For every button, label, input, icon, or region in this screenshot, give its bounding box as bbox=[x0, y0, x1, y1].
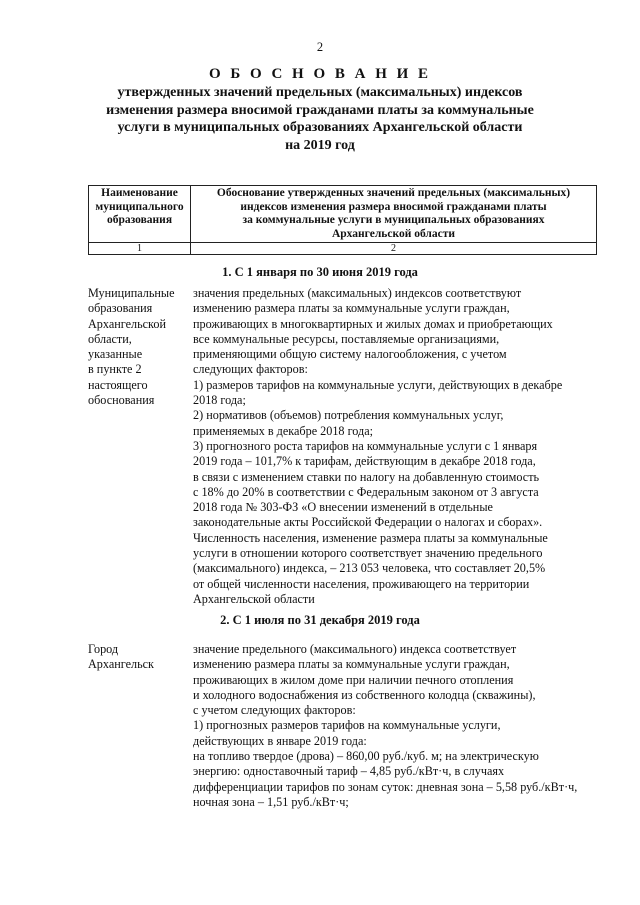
subtitle-line: услуги в муниципальных образованиях Архангельской области bbox=[117, 120, 523, 135]
text-line: применяемых в декабре 2018 года; bbox=[193, 423, 374, 438]
text-line: 2018 года № 303-ФЗ «О внесении изменений в отдельные bbox=[193, 500, 493, 515]
text-line: 2019 года – 101,7% к тарифам, действующим в декабре 2018 года, bbox=[193, 454, 536, 469]
text-line: действующих в январе 2019 года: bbox=[193, 733, 367, 748]
text-line: 1) размеров тарифов на коммунальные услуги, действующих в декабре bbox=[193, 377, 563, 392]
header-col-justification bbox=[191, 186, 597, 243]
column-number-2: 2 bbox=[191, 243, 597, 255]
municipality-line: Город bbox=[88, 642, 119, 656]
header-col1-line: Наименование bbox=[101, 187, 178, 199]
text-line: ночная зона – 1,51 руб./кВт·ч; bbox=[193, 794, 349, 809]
subtitle-line: изменения размера вносимой гражданами платы за коммунальные bbox=[106, 102, 534, 118]
municipality-line: Архангельск bbox=[88, 657, 154, 672]
text-line: законодательные акты Российской Федерации о налогах и сборах». bbox=[193, 515, 543, 530]
column-number-row bbox=[89, 243, 597, 255]
text-line: проживающих в жилом доме при наличии печного отопления bbox=[193, 672, 514, 687]
text-line: Численность населения, изменение размера платы за коммунальные bbox=[193, 530, 548, 545]
text-line: и холодного водоснабжения из собственного колодца (скважины), bbox=[193, 687, 536, 702]
section1-heading: 1. С 1 января по 30 июня 2019 года bbox=[222, 265, 418, 279]
header-col1-line: муниципального bbox=[95, 200, 184, 213]
text-line: услуги в отношении которого соответствует значению предельного bbox=[193, 546, 543, 561]
header-col2-line: за коммунальные услуги в муниципальных образованиях bbox=[242, 214, 545, 226]
municipality-line: Муниципальные bbox=[88, 286, 175, 300]
text-line: от общей численности населения, проживающего на территории bbox=[193, 576, 530, 591]
page-number: 2 bbox=[316, 40, 324, 54]
text-line: 2018 года; bbox=[193, 393, 246, 408]
text-line: изменению размера платы за коммунальные услуги граждан, bbox=[193, 301, 510, 316]
subtitle-line: утвержденных значений предельных (максимальных) индексов bbox=[117, 85, 523, 100]
text-line: (максимального) индекса, – 213 053 человека, что составляет 20,5% bbox=[193, 561, 546, 576]
text-line: значения предельных (максимальных) индексов соответствуют bbox=[193, 286, 522, 300]
header-row bbox=[89, 186, 597, 243]
municipality-line: настоящего bbox=[88, 377, 148, 392]
header-col2-line: индексов изменения размера вносимой гражданами платы bbox=[240, 200, 547, 213]
text-line: энергию: одноставочный тариф – 4,85 руб./кВт·ч, в случаях bbox=[193, 764, 505, 779]
text-line: следующих факторов: bbox=[193, 362, 308, 377]
section2-municipality bbox=[88, 642, 188, 673]
municipality-line: обоснования bbox=[88, 393, 155, 408]
municipality-line: в пункте 2 bbox=[88, 362, 142, 377]
text-line: изменению размера платы за коммунальные услуги граждан, bbox=[193, 657, 510, 672]
text-line: 1) прогнозных размеров тарифов на коммунальные услуги, bbox=[193, 718, 501, 733]
document-title: О Б О С Н О В А Н И Е bbox=[208, 66, 432, 82]
text-line: 2) нормативов (объемов) потребления коммунальных услуг, bbox=[193, 408, 504, 423]
municipality-line: Архангельской bbox=[88, 316, 166, 331]
text-line: значение предельного (максимального) индекса соответствует bbox=[193, 642, 517, 656]
municipality-line: области, bbox=[88, 331, 132, 346]
header-col1-line: образования bbox=[106, 214, 173, 226]
municipality-line: указанные bbox=[88, 347, 143, 362]
text-line: проживающих в многоквартирных и жилых домах и приобретающих bbox=[193, 316, 553, 331]
header-table bbox=[88, 185, 597, 255]
section1-justification-text bbox=[193, 286, 603, 607]
text-line: дифференциации тарифов по зонам суток: дневная зона – 5,58 руб./кВт·ч, bbox=[193, 779, 578, 794]
text-line: Архангельской области bbox=[193, 591, 315, 606]
header-col-municipality bbox=[89, 186, 191, 243]
section2-heading: 2. С 1 июля по 31 декабря 2019 года bbox=[220, 613, 420, 627]
column-number-1: 1 bbox=[89, 243, 191, 255]
text-line: применяющими общую систему налогообложения, с учетом bbox=[193, 347, 507, 362]
text-line: все коммунальные ресурсы, поставляемые организациями, bbox=[193, 331, 500, 346]
header-col2-line: Архангельской области bbox=[331, 227, 455, 240]
section2-justification-text bbox=[193, 642, 603, 810]
text-line: с учетом следующих факторов: bbox=[193, 703, 356, 718]
text-line: в связи с изменением ставки по налогу на добавленную стоимость bbox=[193, 469, 540, 484]
text-line: с 18% до 20% в соответствии с Федеральным законом от 3 августа bbox=[193, 484, 539, 499]
section1-municipality bbox=[88, 286, 188, 408]
document-subtitle bbox=[90, 84, 550, 154]
header-col2-line: Обоснование утвержденных значений предельных (максимальных) bbox=[216, 187, 571, 199]
subtitle-line: на 2019 год bbox=[285, 137, 355, 153]
municipality-line: образования bbox=[88, 301, 153, 316]
text-line: на топливо твердое (дрова) – 860,00 руб./куб. м; на электрическую bbox=[193, 749, 539, 764]
text-line: 3) прогнозного роста тарифов на коммунальные услуги с 1 января bbox=[193, 438, 538, 453]
